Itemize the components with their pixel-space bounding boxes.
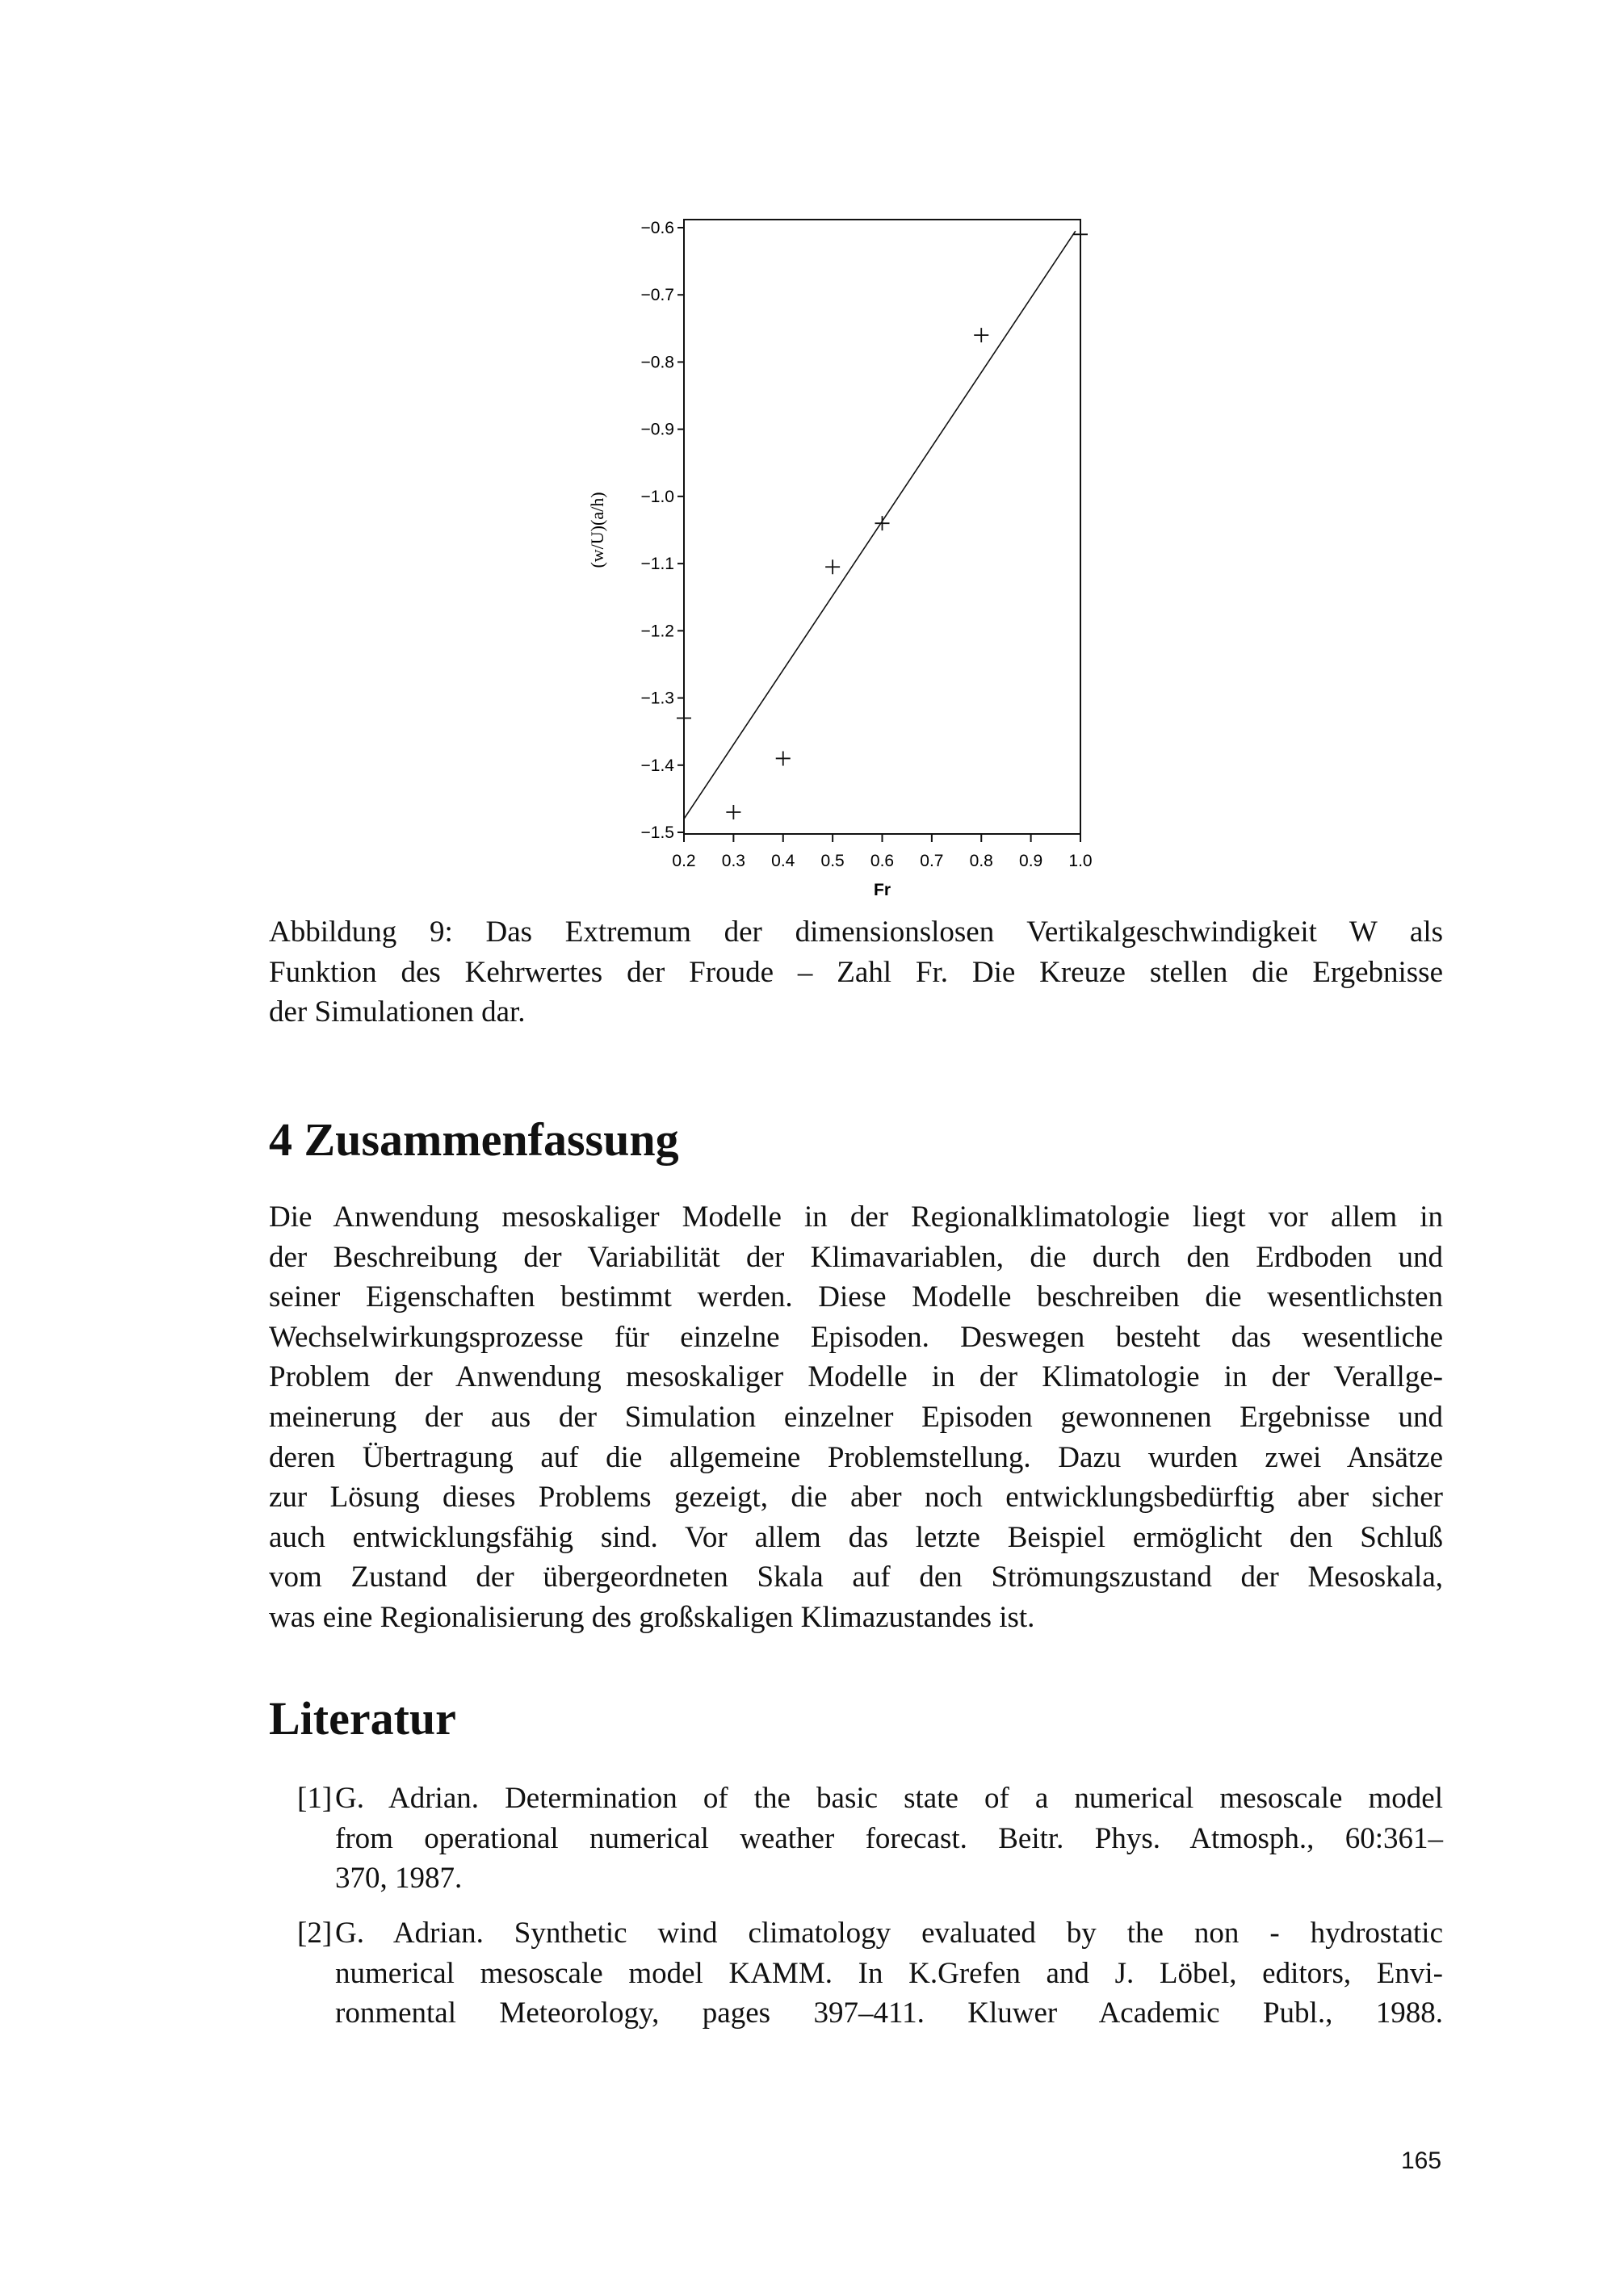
body-line: vom Zustand der übergeordneten Skala auf den Strömungszustand der Mesoskala,	[269, 1561, 1443, 1594]
reference-line: G. Adrian. Synthetic wind climatology evaluated by the non - hydrostatic	[335, 1917, 1443, 1950]
caption-line: der Simulationen dar.	[269, 995, 526, 1029]
data-point-plus	[726, 805, 740, 819]
body-line: was eine Regionalisierung des großskaligen Klimazustandes ist.	[269, 1600, 1035, 1634]
body-line: deren Übertragung auf die allgemeine Problemstellung. Dazu wurden zwei Ansätze	[269, 1440, 1443, 1474]
references-heading: Literatur	[269, 1692, 456, 1745]
body-paragraph	[269, 1197, 1443, 1638]
y-tick-label: −0.7	[640, 286, 674, 305]
x-tick-label: 1.0	[1068, 852, 1093, 870]
x-tick-label: 0.7	[920, 852, 944, 870]
body-line: auch entwicklungsfähig sind. Vor allem das letzte Beispiel ermöglicht den Schluß	[269, 1520, 1443, 1554]
x-tick-label: 0.8	[969, 852, 993, 870]
x-tick-label: 0.4	[771, 852, 795, 870]
reference-line: 370, 1987.	[335, 1862, 463, 1896]
data-point-plus	[776, 751, 791, 765]
reference-line: G. Adrian. Determination of the basic state of a numerical mesoscale model	[335, 1782, 1443, 1815]
scatter-chart	[565, 202, 1114, 912]
x-tick-label: 0.2	[672, 852, 696, 870]
data-point-plus	[974, 328, 988, 342]
y-tick-label: −0.8	[640, 353, 674, 372]
body-line: Wechselwirkungsprozesse für einzelne Episoden. Deswegen besteht das wesentliche	[269, 1320, 1443, 1354]
x-tick-label: 0.9	[1019, 852, 1043, 870]
reference-line: from operational numerical weather forecast. Beitr. Phys. Atmosph., 60:361–	[335, 1821, 1443, 1855]
fit-line	[684, 231, 1076, 819]
body-line: Problem der Anwendung mesoskaliger Modelle in der Klimatologie in der Verallge-	[269, 1360, 1443, 1394]
body-line: Die Anwendung mesoskaliger Modelle in der Regionalklimatologie liegt vor allem in	[269, 1200, 1443, 1234]
body-line: zur Lösung dieses Problems gezeigt, die aber noch entwicklungsbedürftig aber sicher	[269, 1481, 1443, 1515]
y-tick-label: −0.9	[640, 420, 674, 439]
x-tick-label: 0.6	[870, 852, 895, 870]
reference-line: ronmental Meteorology, pages 397–411. Kluwer Academic Publ., 1988.	[335, 1996, 1443, 2030]
body-line: meinerung der aus der Simulation einzelner Episoden gewonnenen Ergebnisse und	[269, 1400, 1443, 1434]
caption-line: Funktion des Kehrwertes der Froude – Zahl Fr. Die Kreuze stellen die Ergebnisse	[269, 955, 1443, 989]
data-point-plus	[825, 559, 840, 574]
y-tick-label: −0.6	[640, 219, 674, 237]
x-axis-label: Fr	[874, 881, 891, 899]
y-tick-label: −1.3	[640, 689, 674, 708]
y-tick-label: −1.5	[640, 823, 674, 842]
x-tick-label: 0.3	[721, 852, 745, 870]
caption-line: Abbildung 9: Das Extremum der dimensionslosen Vertikalgeschwindigkeit W als	[269, 915, 1443, 949]
y-tick-label: −1.0	[640, 487, 674, 506]
section-heading: 4 Zusammenfassung	[269, 1113, 679, 1166]
reference-number: [1]	[297, 1782, 333, 1815]
x-tick-label: 0.5	[820, 852, 845, 870]
reference-number: [2]	[297, 1917, 333, 1950]
y-tick-label: −1.2	[640, 622, 674, 641]
body-line: seiner Eigenschaften bestimmt werden. Diese Modelle beschreiben die wesentlichsten	[269, 1280, 1443, 1314]
reference-line: numerical mesoscale model KAMM. In K.Grefen and J. Löbel, editors, Envi-	[335, 1956, 1443, 1990]
data-point-plus	[677, 711, 691, 726]
figure-caption	[269, 912, 1443, 1033]
data-point-plus	[1073, 227, 1088, 241]
y-axis-label: (w/U)(a/h)	[587, 492, 607, 568]
page-number: 165	[1401, 2147, 1442, 2174]
body-line: der Beschreibung der Variabilität der Klimavariablen, die durch den Erdboden und	[269, 1240, 1443, 1274]
y-tick-label: −1.1	[640, 555, 674, 574]
y-tick-label: −1.4	[640, 756, 674, 775]
